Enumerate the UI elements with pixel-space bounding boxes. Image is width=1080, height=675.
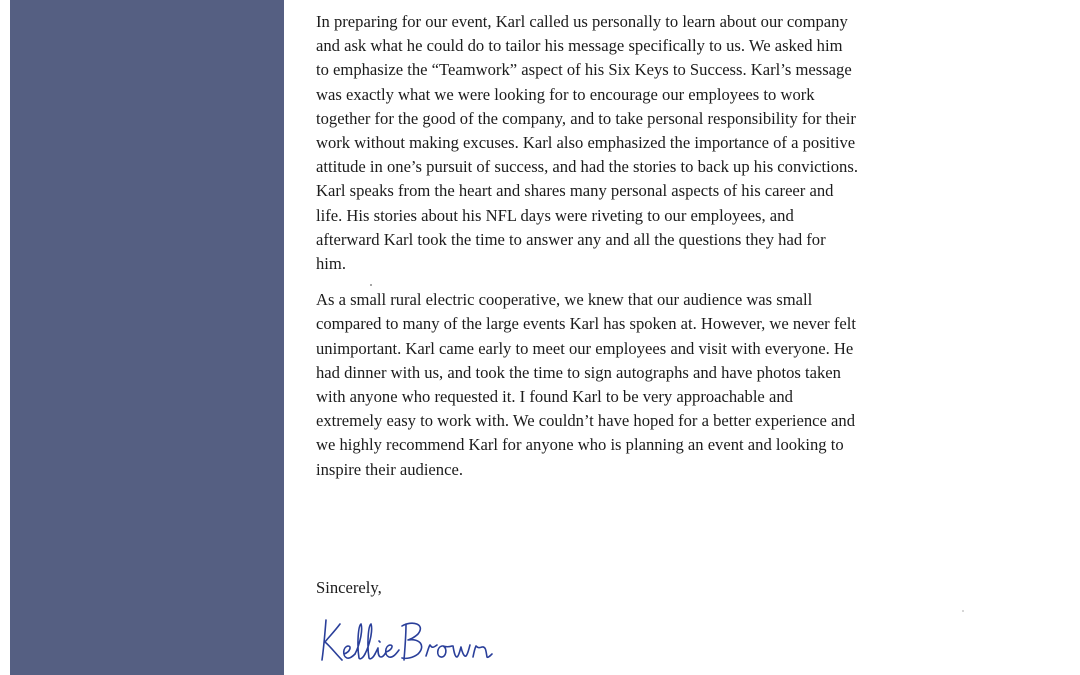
left-sidebar-band	[10, 0, 284, 675]
letter-paragraph-1: In preparing for our event, Karl called us personally to learn about our company and ask what he could do to tailor his message specifically to us. We asked him to emphasize the “Teamwork” aspect of his Six Keys to Success. Karl’s message was exactly what we were looking for to encourage our employees to work together for the good of the company, and to take personal responsibility for their work without making excuses. Karl also emphasized the importance of a positive attitude in one’s pursuit of success, and had the stories to back up his convictions. Karl speaks from the heart and shares many personal aspects of his career and life. His stories about his NFL days were riveting to our employees, and afterward Karl took the time to answer any and all the questions they had for him.	[316, 12, 858, 274]
letter-body	[316, 10, 976, 597]
signature-icon	[316, 612, 516, 670]
letter-paragraph-2: As a small rural electric cooperative, we knew that our audience was small compared to many of the large events Karl has spoken at. However, we never felt unimportant. Karl came early to meet our employees and visit with everyone. He had dinner with us, and took the time to sign autographs and have photos taken with anyone who requested it. I found Karl to be very approachable and extremely easy to work with. We couldn’t have hoped for a better experience and we highly recommend Karl for anyone who is planning an event and looking to inspire their audience.	[316, 290, 856, 479]
handwritten-signature	[316, 612, 516, 670]
scan-speck	[962, 610, 964, 612]
scan-speck	[370, 284, 372, 286]
letter-closing: Sincerely,	[316, 578, 382, 597]
